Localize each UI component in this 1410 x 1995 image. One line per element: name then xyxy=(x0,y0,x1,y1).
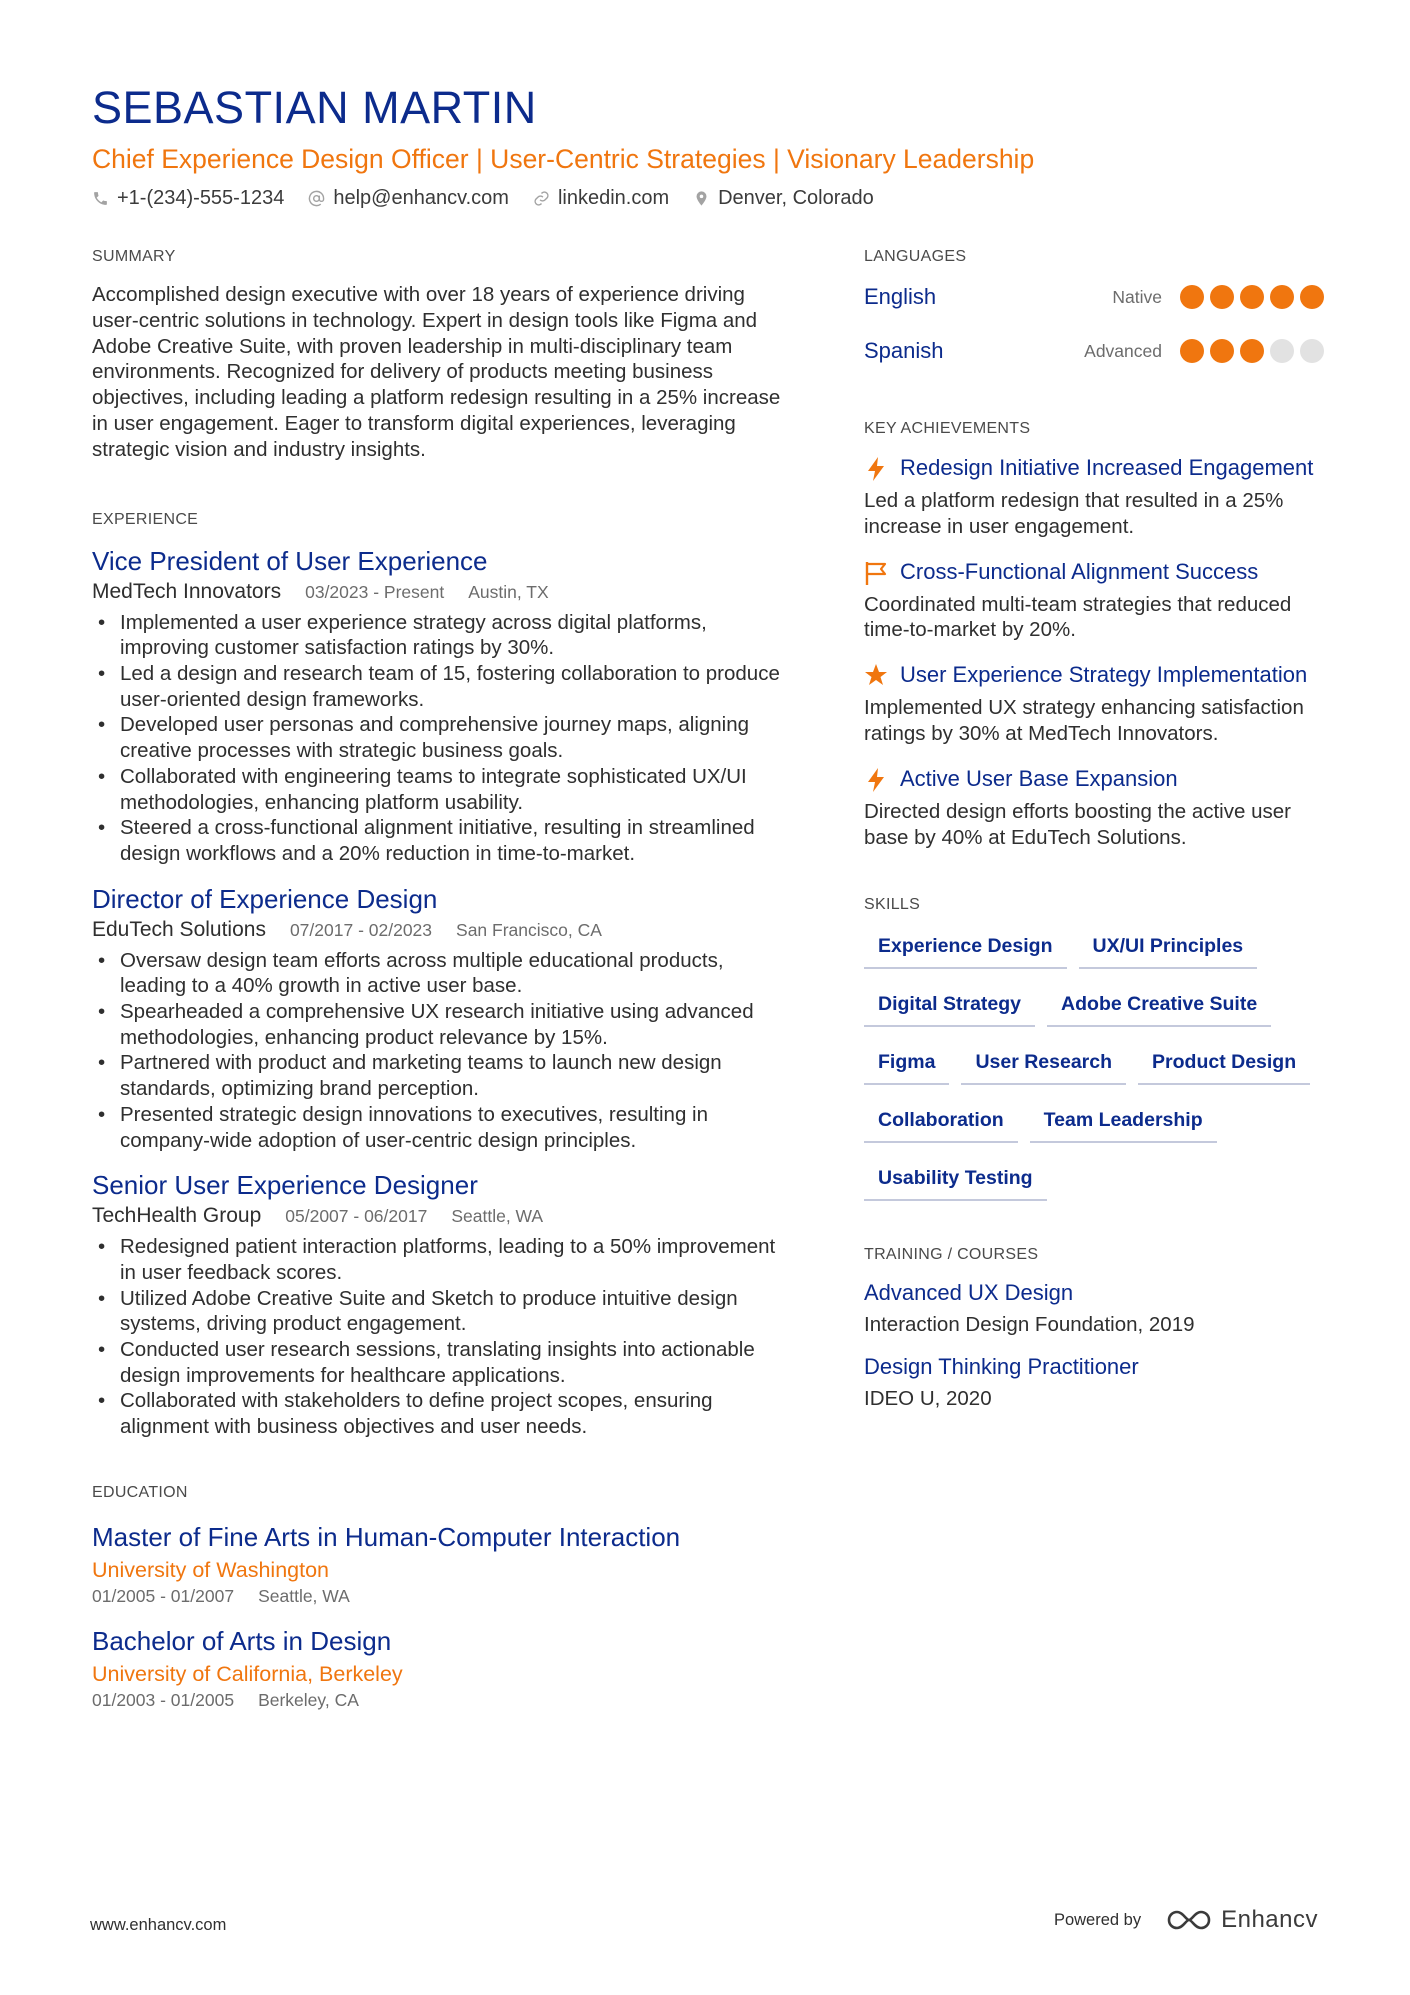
achievement-header xyxy=(864,558,1324,586)
skill-tag: Experience Design xyxy=(864,934,1067,969)
experience-section xyxy=(92,509,792,1440)
summary-section xyxy=(92,246,792,463)
job-location: Seattle, WA xyxy=(451,1206,544,1227)
proficiency-dot-empty xyxy=(1300,339,1324,363)
school-name: University of California, Berkeley xyxy=(92,1661,403,1686)
linkedin-text[interactable]: linkedin.com xyxy=(557,186,670,209)
education-dates: 01/2005 - 01/2007 xyxy=(92,1585,235,1606)
proficiency-dot-empty xyxy=(1270,339,1294,363)
skill-list xyxy=(864,934,1324,1224)
job-meta xyxy=(92,916,792,944)
contact-linkedin[interactable] xyxy=(533,187,669,210)
proficiency-dots xyxy=(1174,339,1324,363)
languages-section xyxy=(864,246,1324,378)
language-name: English xyxy=(864,284,937,309)
achievement-entry xyxy=(864,661,1324,747)
job-location: San Francisco, CA xyxy=(456,919,602,940)
education-entry xyxy=(92,1520,792,1608)
skill-tag: UX/UI Principles xyxy=(1079,934,1258,969)
contact-phone xyxy=(92,187,284,210)
contact-bar xyxy=(92,184,1318,212)
email-text[interactable]: help@enhancv.com xyxy=(333,186,509,209)
job-list xyxy=(92,545,792,1440)
skills-section xyxy=(864,894,1324,1224)
enhancv-logo[interactable] xyxy=(1165,1906,1318,1934)
link-icon xyxy=(533,190,550,207)
bullet-item: • Utilized Adobe Creative Suite and Sketch to produce intuitive design systems, driving product engagement. xyxy=(92,1286,792,1337)
bullet-item: • Redesigned patient interaction platforms, leading to a 50% improvement in user feedback scores. xyxy=(92,1234,792,1285)
job-bullets xyxy=(92,948,792,1154)
summary-text: Accomplished design executive with over 18 years of experience driving user-centric solutions in technology. Expert in design tools like Figma and Adobe Creative Suite, with proven leadership in multi-disciplinary team environments. Recognized for delivery of products meeting business objectives, including leading a platform redesign resulting in a 25% increase in user engagement. Eager to transform digital experiences, leveraging strategic vision and industry insights. xyxy=(92,283,781,461)
language-row xyxy=(864,324,1324,378)
job-bullets xyxy=(92,610,792,867)
education-location: Seattle, WA xyxy=(258,1585,350,1606)
course-provider: Interaction Design Foundation, 2019 xyxy=(864,1313,1195,1337)
proficiency-dot-filled xyxy=(1300,285,1324,309)
section-title: LANGUAGES xyxy=(864,248,967,265)
headline: Chief Experience Design Officer | User-Centric Strategies | Visionary Leadership xyxy=(92,144,1035,174)
proficiency-dot-filled xyxy=(1240,339,1264,363)
company-name: TechHealth Group xyxy=(92,1204,262,1228)
bullet-item: • Spearheaded a comprehensive UX research initiative using advanced methodologies, enhancing product relevance by 15%. xyxy=(92,999,792,1050)
proficiency-dot-filled xyxy=(1210,339,1234,363)
achievement-entry xyxy=(864,765,1324,851)
achievement-header xyxy=(864,454,1324,482)
achievement-description: Implemented UX strategy enhancing satisfaction ratings by 30% at MedTech Innovators. xyxy=(864,696,1304,745)
achievement-title: Active User Base Expansion xyxy=(900,765,1178,791)
bullet-item: • Collaborated with stakeholders to define project scopes, ensuring alignment with business objectives and user needs. xyxy=(92,1388,792,1439)
section-title: SKILLS xyxy=(864,896,921,914)
job-title: Director of Experience Design xyxy=(92,883,438,914)
achievement-description: Led a platform redesign that resulted in a 25% increase in user engagement. xyxy=(864,489,1284,538)
achievements-section xyxy=(864,418,1324,850)
language-list xyxy=(864,270,1324,378)
job-entry xyxy=(92,1169,792,1440)
bullet-item: • Oversaw design team efforts across multiple educational products, leading to a 40% growth in active user base. xyxy=(92,948,792,999)
bullet-item: • Presented strategic design innovations to executives, resulting in company-wide adoption of user-centric design principles. xyxy=(92,1102,792,1153)
job-dates: 03/2023 - Present xyxy=(305,581,445,602)
section-title: SUMMARY xyxy=(92,248,176,265)
bullet-item: • Partnered with product and marketing teams to launch new design standards, optimizing brand perception. xyxy=(92,1050,792,1101)
course-title: Design Thinking Practitioner xyxy=(864,1354,1139,1380)
contact-location xyxy=(693,187,874,210)
right-column xyxy=(864,246,1324,1414)
job-dates: 07/2017 - 02/2023 xyxy=(289,919,433,940)
left-column xyxy=(92,246,792,1712)
lightning-icon xyxy=(864,456,888,482)
company-name: MedTech Innovators xyxy=(92,579,282,603)
course-list xyxy=(864,1278,1324,1414)
contact-email[interactable] xyxy=(308,187,509,210)
proficiency-dots xyxy=(1174,285,1324,309)
education-dates: 01/2003 - 01/2005 xyxy=(92,1689,235,1710)
location-text: Denver, Colorado xyxy=(718,186,874,209)
skill-tag: Team Leadership xyxy=(1030,1108,1217,1143)
powered-by-label: Powered by xyxy=(1053,1910,1142,1929)
achievement-entry xyxy=(864,454,1324,540)
degree-title: Bachelor of Arts in Design xyxy=(92,1625,392,1656)
course-provider: IDEO U, 2020 xyxy=(864,1387,992,1411)
candidate-name: SEBASTIAN MARTIN xyxy=(92,82,537,133)
education-list xyxy=(92,1520,792,1712)
education-section xyxy=(92,1482,792,1712)
achievement-title: Cross-Functional Alignment Success xyxy=(900,558,1259,584)
education-entry xyxy=(92,1624,792,1712)
footer-brand xyxy=(1054,1906,1318,1934)
education-location: Berkeley, CA xyxy=(258,1689,359,1710)
language-level: Advanced xyxy=(1084,340,1162,361)
phone-icon xyxy=(92,190,109,207)
language-name: Spanish xyxy=(864,338,944,363)
achievement-title: User Experience Strategy Implementation xyxy=(900,662,1308,688)
job-meta xyxy=(92,578,792,606)
skill-tag: Digital Strategy xyxy=(864,992,1035,1027)
brand-name: Enhancv xyxy=(1221,1906,1318,1933)
bullet-item: • Conducted user research sessions, translating insights into actionable design improvements for healthcare applications. xyxy=(92,1337,792,1388)
bullet-item: • Steered a cross-functional alignment initiative, resulting in streamlined design workflows and a 20% reduction in time-to-market. xyxy=(92,815,792,866)
skill-tag: User Research xyxy=(961,1050,1126,1085)
school-name: University of Washington xyxy=(92,1557,329,1582)
proficiency-dot-filled xyxy=(1180,285,1204,309)
section-title: EDUCATION xyxy=(92,1483,188,1501)
job-dates: 05/2007 - 06/2017 xyxy=(285,1206,428,1227)
achievement-description: Coordinated multi-team strategies that reduced time-to-market by 20%. xyxy=(864,592,1292,642)
bullet-item: • Developed user personas and comprehensive journey maps, aligning creative processes with strategic business goals. xyxy=(92,712,792,763)
achievement-header xyxy=(864,765,1324,793)
skill-tag: Product Design xyxy=(1138,1050,1310,1085)
section-title: EXPERIENCE xyxy=(92,510,199,528)
course-entry xyxy=(864,1278,1324,1340)
phone-text: +1-(234)-555-1234 xyxy=(117,186,285,209)
proficiency-dot-filled xyxy=(1240,285,1264,309)
job-title: Senior User Experience Designer xyxy=(92,1170,478,1201)
bullet-item: • Collaborated with engineering teams to integrate sophisticated UX/UI methodologies, enhancing platform usability. xyxy=(92,764,792,815)
training-section xyxy=(864,1244,1324,1414)
job-entry xyxy=(92,545,792,867)
achievement-description: Directed design efforts boosting the active user base by 40% at EduTech Solutions. xyxy=(864,799,1291,849)
bullet-item: • Implemented a user experience strategy across digital platforms, improving customer satisfaction ratings by 30%. xyxy=(92,610,792,661)
achievement-list xyxy=(864,454,1324,850)
degree-title: Master of Fine Arts in Human-Computer Interaction xyxy=(92,1521,681,1552)
lightning-icon xyxy=(864,767,888,793)
job-bullets xyxy=(92,1234,792,1440)
skill-tag: Collaboration xyxy=(864,1108,1018,1143)
star-icon xyxy=(864,663,888,689)
section-title: KEY ACHIEVEMENTS xyxy=(864,420,1031,437)
education-meta xyxy=(92,1688,792,1712)
language-level: Native xyxy=(1112,286,1162,307)
section-title: TRAINING / COURSES xyxy=(864,1246,1039,1264)
location-pin-icon xyxy=(693,190,710,207)
job-location: Austin, TX xyxy=(468,581,549,602)
proficiency-dot-filled xyxy=(1270,285,1294,309)
proficiency-dot-filled xyxy=(1180,339,1204,363)
course-title: Advanced UX Design xyxy=(864,1280,1074,1306)
achievement-header xyxy=(864,661,1324,689)
at-icon xyxy=(308,190,325,207)
skill-tag: Adobe Creative Suite xyxy=(1047,992,1271,1027)
job-meta xyxy=(92,1202,792,1230)
job-entry xyxy=(92,883,792,1154)
achievement-title: Redesign Initiative Increased Engagement xyxy=(900,455,1314,480)
language-row xyxy=(864,270,1324,324)
bullet-item: • Led a design and research team of 15, fostering collaboration to produce user-oriented design frameworks. xyxy=(92,661,792,712)
company-name: EduTech Solutions xyxy=(92,917,266,941)
proficiency-dot-filled xyxy=(1210,285,1234,309)
enhancv-logo-icon xyxy=(1165,1907,1213,1933)
resume-header xyxy=(92,82,1318,212)
skill-tag: Usability Testing xyxy=(864,1166,1047,1201)
skill-tag: Figma xyxy=(864,1050,949,1085)
course-entry xyxy=(864,1352,1324,1414)
job-title: Vice President of User Experience xyxy=(92,545,488,576)
flag-icon xyxy=(864,560,888,586)
footer-website[interactable]: www.enhancv.com xyxy=(90,1916,227,1934)
education-meta xyxy=(92,1584,792,1608)
achievement-entry xyxy=(864,558,1324,644)
